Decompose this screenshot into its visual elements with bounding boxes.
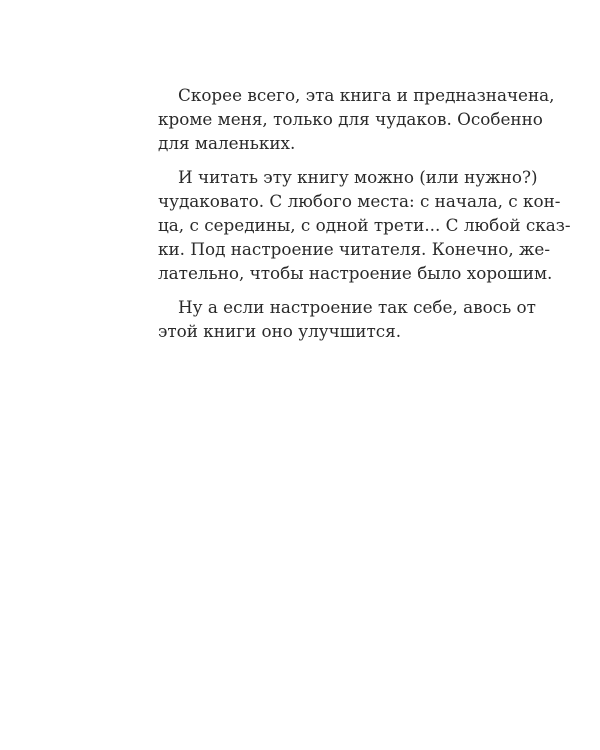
paragraph-line: чудаковато. С любого места: с начала, с кон- bbox=[158, 190, 561, 211]
paragraph-line: этой книги оно улучшится. bbox=[158, 320, 402, 341]
paragraph-1 bbox=[158, 83, 555, 156]
text-block bbox=[158, 83, 571, 352]
paragraph-line: кроме меня, только для чудаков. Особенно bbox=[158, 109, 543, 130]
paragraph-3 bbox=[158, 295, 536, 343]
paragraph-line: Ну а если настроение так себе, авось от bbox=[178, 296, 536, 317]
paragraph-line: И читать эту книгу можно (или нужно?) bbox=[178, 166, 538, 187]
paragraph-line: для маленьких. bbox=[158, 133, 296, 154]
paragraph-2 bbox=[158, 165, 571, 286]
paragraph-line: Скорее всего, эта книга и предназначена, bbox=[178, 85, 555, 105]
paragraph-line: ки. Под настроение читателя. Конечно, же- bbox=[158, 239, 551, 260]
paragraph-line: ца, с середины, с одной трети... С любой сказ- bbox=[158, 214, 571, 235]
paragraph-line: лательно, чтобы настроение было хорошим. bbox=[158, 263, 553, 284]
